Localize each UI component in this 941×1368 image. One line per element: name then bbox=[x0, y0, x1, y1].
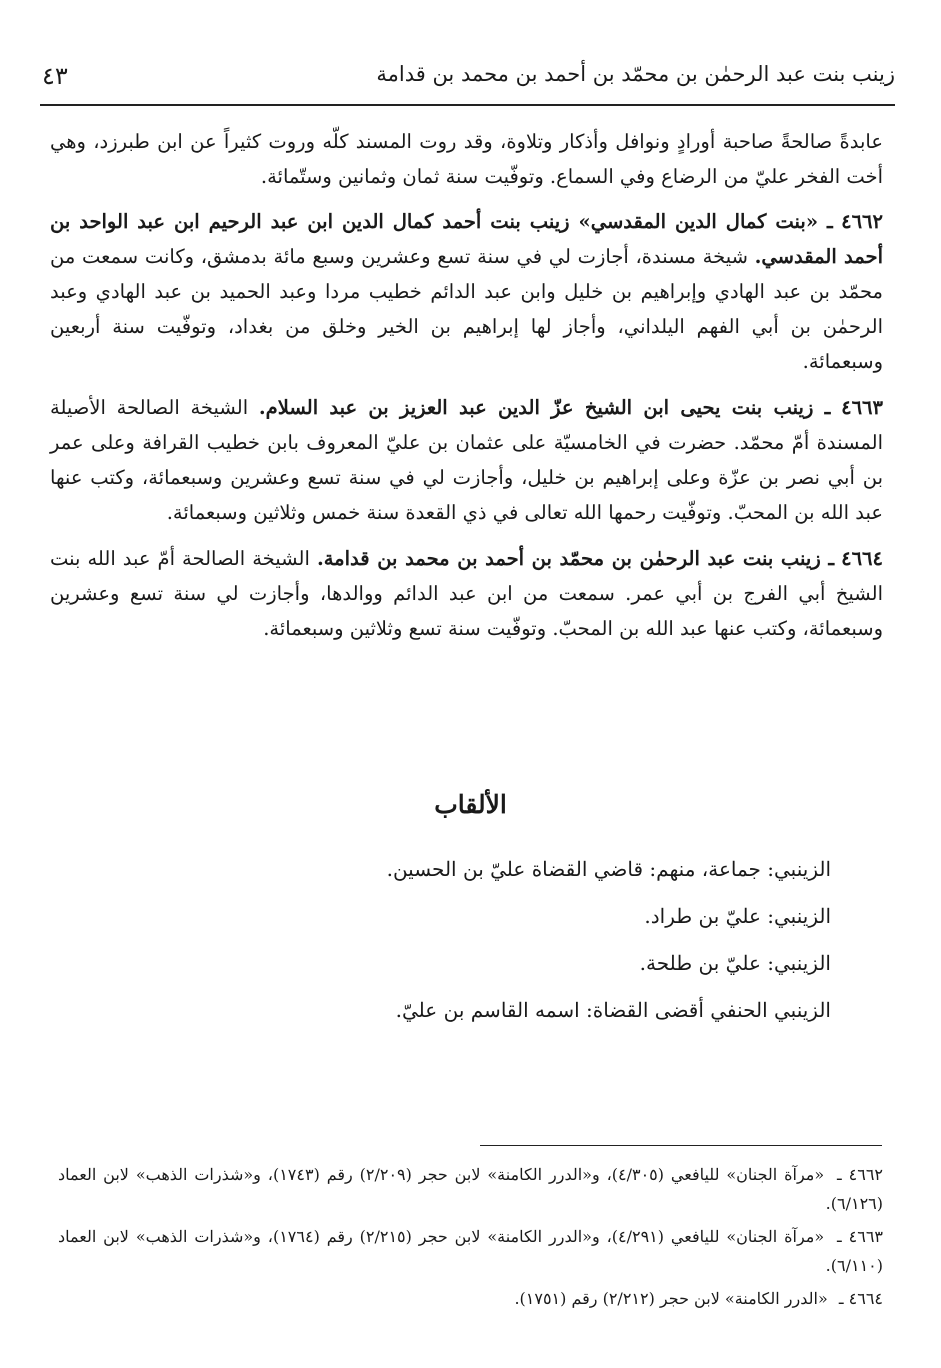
entry-4662: ٤٦٦٢ ـ «بنت كمال الدين المقدسي» زينب بنت أحمد كمال الدين ابن عبد الرحيم ابن عبد الواحد بن أحمد المقدسي. شيخة مسندة، أجازت لي في سنة تسع وعشرين وسبع مائة بدمشق، وكانت سمعت من محمّد بن عبد الهادي وإبراهيم بن خليل وابن عبد الدائم خطيب مردا وعبد الحميد بن عبد الهادي وعبد الرحمٰن بن أبي الفهم اليلداني، وأجاز لها إبراهيم بن الخير وخلق من بغداد، وتوفّيت سنة أربعين وسبعمائة. bbox=[50, 210, 883, 373]
title-item: الزينبي: جماعة، منهم: قاضي القضاة عليّ بن الحسين. bbox=[386, 857, 831, 881]
page-header bbox=[40, 58, 895, 106]
title-item: الزينبي الحنفي أقضى القضاة: اسمه القاسم بن عليّ. bbox=[395, 998, 831, 1022]
footnotes bbox=[58, 1160, 883, 1317]
entry-number: ٤٦٦٣ bbox=[841, 396, 883, 419]
footnote-text: «الدرر الكامنة» لابن حجر (٢/٢١٢) رقم (١٧٥١). bbox=[514, 1289, 828, 1308]
footnote-number: ٤٦٦٤ ـ bbox=[838, 1289, 883, 1308]
entry-name: زينب بنت عبد الرحمٰن بن محمّد بن أحمد بن محمد بن قدامة. bbox=[316, 547, 821, 570]
entry-4663: ٤٦٦٣ ـ زينب بنت يحيى ابن الشيخ عزّ الدين عبد العزيز بن عبد السلام. الشيخة الصالحة الأصيلة المسندة أمّ محمّد. حضرت في الخامسيّة على عثمان بن عليّ المعروف بابن خطيب القرافة وعلى عمر بن أبي نصر بن عزّة وعلى إبراهيم بن خليل، وأجازت لي في سنة تسع وعشرين وسبعمائة، وكتب عنها عبد الله بن المحبّ. وتوفّيت رحمها الله تعالى في ذي القعدة سنة خمس وثلاثين وسبعمائة. bbox=[50, 396, 883, 524]
main-text bbox=[50, 124, 883, 657]
entry-number: ٤٦٦٢ bbox=[841, 210, 883, 233]
entry-name: «بنت كمال الدين المقدسي» زينب بنت أحمد كمال الدين ابن عبد الرحيم ابن عبد الواحد بن أحمد المقدسي. bbox=[50, 210, 883, 268]
footnote-4663 bbox=[58, 1222, 883, 1280]
entry-name: زينب بنت يحيى ابن الشيخ عزّ الدين عبد العزيز بن عبد السلام. bbox=[258, 396, 814, 419]
footnote-separator bbox=[480, 1145, 882, 1146]
page-number: ٤٣ bbox=[42, 62, 68, 90]
title-item: الزينبي: عليّ بن طلحة. bbox=[639, 951, 831, 975]
section-heading: الألقاب bbox=[434, 790, 507, 819]
footnote-text: «مرآة الجنان» لليافعي (٤/٢٩١)، و«الدرر الكامنة» لابن حجر (٢/٢١٥) رقم (١٧٦٤)، و«شذرات الذهب» لابن العماد (٦/١١٠). bbox=[58, 1227, 883, 1275]
entry-number: ٤٦٦٤ bbox=[841, 547, 884, 570]
entry-text: عابدةً صالحةً صاحبة أورادٍ ونوافل وأذكار وتلاوة، وقد روت المسند كلّه وروت كثيراً عن ابن طبرزد، وهي أخت الفخر عليّ من الرضاع وفي السماع. وتوفّيت سنة ثمان وثمانين وستّمائة. bbox=[50, 130, 883, 188]
entry-4664: ٤٦٦٤ ـ زينب بنت عبد الرحمٰن بن محمّد بن أحمد بن محمد بن قدامة. الشيخة الصالحة أمّ عبد الله بنت الشيخ أبي الفرج بن أبي عمر. سمعت من ابن عبد الدائم ووالدها، وأجازت لي سنة تسع وعشرين وسبعمائة، وكتب عنها عبد الله بن المحبّ. وتوفّيت سنة تسع وثلاثين وسبعمائة. bbox=[50, 547, 884, 640]
footnote-4662 bbox=[58, 1160, 883, 1218]
entry-text: الشيخة الصالحة أمّ عبد الله بنت الشيخ أبي الفرج بن أبي عمر. سمعت من ابن عبد الدائم ووالدها، وأجازت لي سنة تسع وعشرين وسبعمائة، وكتب عنها عبد الله بن المحبّ. وتوفّيت سنة تسع وثلاثين وسبعمائة. bbox=[50, 547, 883, 640]
entry-continuation bbox=[50, 124, 883, 194]
running-title: زينب بنت عبد الرحمٰن بن محمّد بن أحمد بن محمد بن قدامة bbox=[376, 62, 895, 86]
footnote-number: ٤٦٦٣ ـ bbox=[837, 1227, 883, 1246]
titles-list bbox=[387, 846, 831, 1034]
footnote-4664 bbox=[58, 1284, 883, 1313]
entry-text: شيخة مسندة، أجازت لي في سنة تسع وعشرين وسبع مائة بدمشق، وكانت سمعت من محمّد بن عبد الهادي وإبراهيم بن خليل وابن عبد الدائم خطيب مردا وعبد الحميد بن عبد الهادي وعبد الرحمٰن بن أبي الفهم اليلداني، وأجاز لها إبراهيم بن الخير وخلق من بغداد، وتوفّيت سنة أربعين وسبعمائة. bbox=[50, 245, 883, 373]
footnote-number: ٤٦٦٢ ـ bbox=[837, 1165, 883, 1184]
title-item: الزينبي: عليّ بن طراد. bbox=[644, 904, 831, 928]
footnote-text: «مرآة الجنان» لليافعي (٤/٣٠٥)، و«الدرر الكامنة» لابن حجر (٢/٢٠٩) رقم (١٧٤٣)، و«شذرات الذهب» لابن العماد (٦/١٢٦). bbox=[58, 1165, 883, 1213]
entry-text: الشيخة الصالحة الأصيلة المسندة أمّ محمّد. حضرت في الخامسيّة على عثمان بن عليّ المعروف بابن خطيب القرافة وعلى عمر بن أبي نصر بن عزّة وعلى إبراهيم بن خليل، وأجازت لي في سنة تسع وعشرين وسبعمائة، وكتب عنها عبد الله بن المحبّ. وتوفّيت رحمها الله تعالى في ذي القعدة سنة خمس وثلاثين وسبعمائة. bbox=[50, 396, 883, 524]
